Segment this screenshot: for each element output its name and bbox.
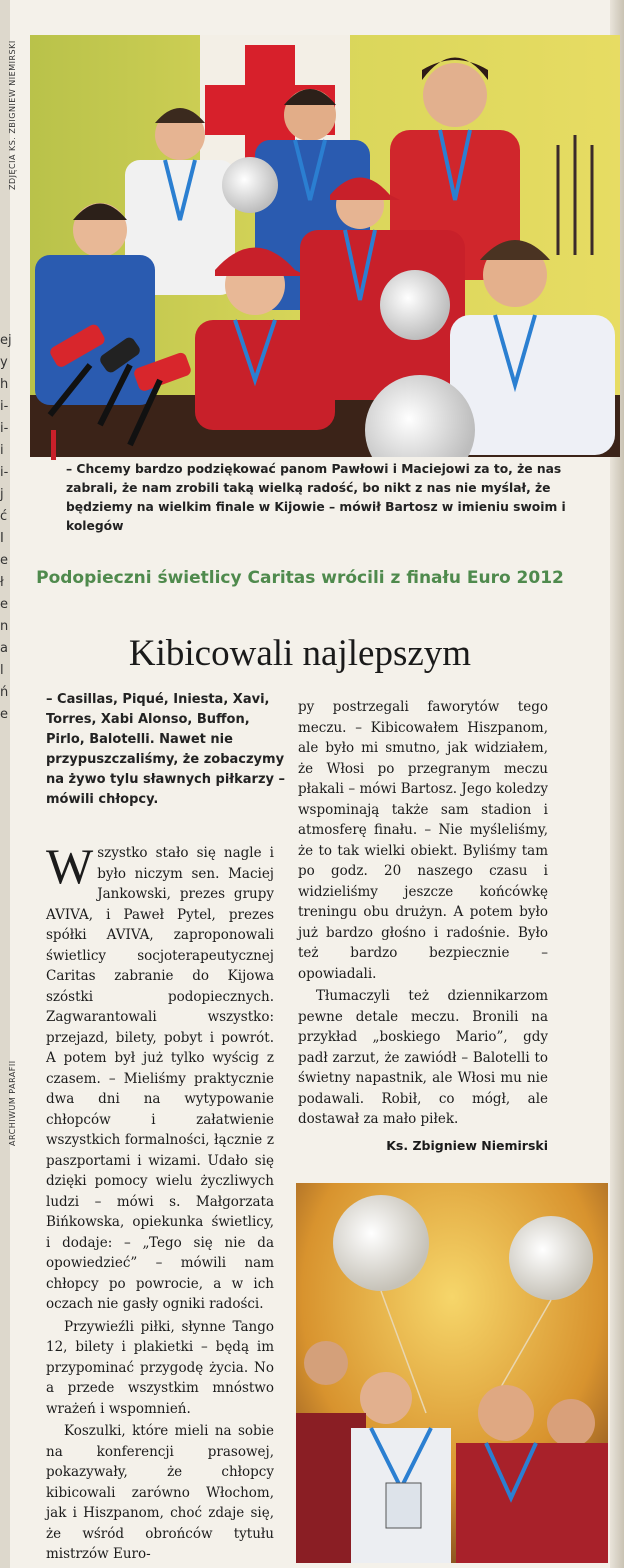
fragment-line: ć [0,509,8,524]
fragment-line: e [0,707,8,722]
dropcap: W [46,838,94,894]
fragment-line: i- [0,399,9,414]
article-kicker: Podopieczni świetlicy Caritas wrócili z finału Euro 2012 [36,568,564,588]
fragment-line: ł [0,575,4,590]
article-headline: Kibicowali najlepszym [128,633,472,674]
article-byline: Ks. Zbigniew Niemirski [386,1137,548,1153]
fragment-line: n [0,619,9,634]
previous-page-text-fragments [0,330,14,726]
fragment-line: y [0,355,8,370]
fragment-line: ń [0,685,9,700]
photo-children-celebrating [296,1183,608,1563]
page-left-edge [0,0,10,1568]
article-column-right [298,697,548,1156]
photo-credit-top: ZDJĘCIA KS. ZBIGNIEW NIEMIRSKI [8,40,17,190]
paragraph-2: Przywieźli piłki, słynne Tango 12, bilety i plakietki – będą im przypominać przygodę życia. No a przede wszystkim mnóstwo wrażeń i wspomnień. [46,1318,274,1417]
paragraph-3: Koszulki, które mieli na sobie na konferencji prasowej, pokazywały, że chłopcy kibicowali zarówno Włochom, jak i Hiszpanom, choć zdaje się, że wśród obrońców tytułu mistrzów Euro- [46,1423,274,1562]
paragraph-4: Tłumaczyli też dziennikarzom pewne detale meczu. Bronili na przykład „boskiego Mario”, gdy padł zarzut, że zawiódł – Balotelli to świetny napastnik, ale Włosi mu nie podawali. Robił, co mógł, ale dostawał za mało piłek. [298,988,548,1127]
paragraph-3-continued: py postrzegali faworytów tego meczu. – Kibicowałem Hiszpanom, ale było mi smutno, jak widziałem, że Włosi po przegranym meczu płakali – mówi Bartosz. Jego koledzy wspominają także sam stadion i atmosferę finału. – Nie myśleliśmy, że to tak wielki obiekt. Byliśmy tam po godz. 20 naszego czasu i widzieliśmy jeszcze końcówkę treningu obu drużyn. A potem było już bardzo głośno i radośnie. Było też bardzo bezpiecznie – opowiadali. [298,699,548,982]
fragment-line: e [0,597,8,612]
fragment-line: I [0,531,4,546]
photo-caption: – Chcemy bardzo podziękować panom Pawłowi i Maciejowi za to, że nas zabrali, że nam zrobili taką wielką radość, bo nikt z nas nie myślał, że będziemy na wielkim finale w Kijowie – mówił Bartosz w imieniu swoim i kolegów [66,462,566,533]
paragraph-1 [46,838,274,1315]
caption-accent-bar [51,430,56,460]
article-column-left [46,838,274,1567]
fragment-line: i- [0,465,9,480]
article-lead: – Casillas, Piqué, Iniesta, Xavi, Torres, Xabi Alonso, Buffon, Pirlo, Balotelli. Nawet nie przypuszczaliśmy, że zobaczymy na żywo tylu sławnych piłkarzy – mówili chłopcy. [46,692,286,807]
fragment-line: i [0,443,4,458]
fragment-line: i- [0,421,9,436]
fragment-line: ej [0,333,12,348]
fragment-line: h [0,377,9,392]
fragment-line: j [0,487,4,502]
paragraph-1-text: szystko stało się nagle i było niczym sen. Maciej Jankowski, prezes grupy AVIVA, i Paweł Pytel, prezes spółki AVIVA, zaproponowali świetlicy socjoterapeutycznej Caritas zabranie do Kijowa szóstki podopiecznych. Zagwarantowali wszystko: przejazd, bilety, pobyt i powrót. A potem był już tylko wyścig z czasem. – Mieliśmy praktycznie dwa dni na wytypowanie chłopców i załatwienie wszystkich formalności, łącznie z paszportami i wizami. Udało się dzięki pomocy wielu życzliwych ludzi – mówi s. Małgorzata Bińkowska, opiekunka świetlicy, i dodaje: – „Tego się nie da opowiedzieć” – mówili nam chłopcy po powrocie, a w ich oczach nie gasły ogniki radości. [46,845,274,1312]
fragment-line: e [0,553,8,568]
fragment-line: a [0,641,8,656]
photo-press-conference [30,35,620,457]
fragment-line: l [0,663,4,678]
photo-credit-bottom: ARCHIWUM PARAFII [8,1060,17,1146]
